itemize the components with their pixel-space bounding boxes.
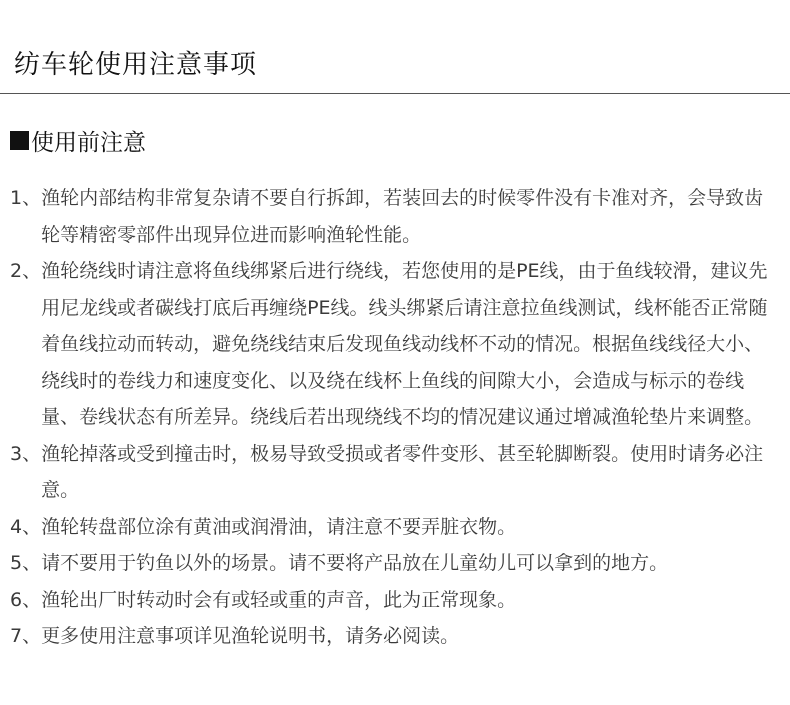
notice-item — [10, 582, 782, 619]
notice-number: 5、 — [10, 552, 42, 574]
notice-item — [10, 618, 782, 655]
notice-number: 3、 — [10, 442, 42, 465]
notice-list — [10, 180, 782, 655]
notice-text: 更多使用注意事项详见渔轮说明书，请务必阅读。 — [41, 625, 460, 647]
notice-text: 渔轮内部结构非常复杂请不要自行拆卸，若装回去的时候零件没有卡准对齐，会导致齿轮等精密零部件出现异位进而影响渔轮性能。 — [41, 187, 764, 246]
notice-item — [10, 253, 782, 436]
notice-number: 4、 — [10, 515, 42, 538]
notice-item — [10, 545, 782, 582]
notice-item — [10, 509, 782, 546]
title-divider — [0, 93, 790, 94]
notice-text: 请不要用于钓鱼以外的场景。请不要将产品放在儿童幼儿可以拿到的地方。 — [41, 552, 669, 574]
page-title: 纺车轮使用注意事项 — [14, 50, 258, 80]
square-bullet-icon — [10, 131, 29, 150]
notice-number: 7、 — [10, 625, 42, 647]
notice-text: 渔轮转盘部位涂有黄油或润滑油，请注意不要弄脏衣物。 — [41, 515, 517, 538]
section-heading — [10, 124, 146, 157]
section-heading-label: 使用前注意 — [31, 130, 146, 156]
notice-item — [10, 436, 782, 509]
notice-number: 6、 — [10, 588, 42, 611]
notice-text: 渔轮出厂时转动时会有或轻或重的声音，此为正常现象。 — [41, 588, 517, 611]
notice-item — [10, 180, 782, 253]
notice-number: 1、 — [10, 187, 42, 209]
notice-number: 2、 — [10, 260, 42, 282]
notice-text: 渔轮绕线时请注意将鱼线绑紧后进行绕线，若您使用的是PE线，由于鱼线较滑，建议先用尼龙线或者碳线打底后再缠绕PE线。线头绑紧后请注意拉鱼线测试，线杯能否正常随着鱼线拉动而转动，避免绕线结束后发现鱼线动线杯不动的情况。根据鱼线线径大小、绕线时的卷线力和速度变化、以及绕在线杯上鱼线的间隙大小，会造成与标示的卷线量、卷线状态有所差异。绕线后若出现绕线不均的情况建议通过增减渔轮垫片来调整。 — [41, 260, 768, 428]
notice-text: 渔轮掉落或受到撞击时，极易导致受损或者零件变形、甚至轮脚断裂。使用时请务必注意。 — [41, 442, 764, 501]
